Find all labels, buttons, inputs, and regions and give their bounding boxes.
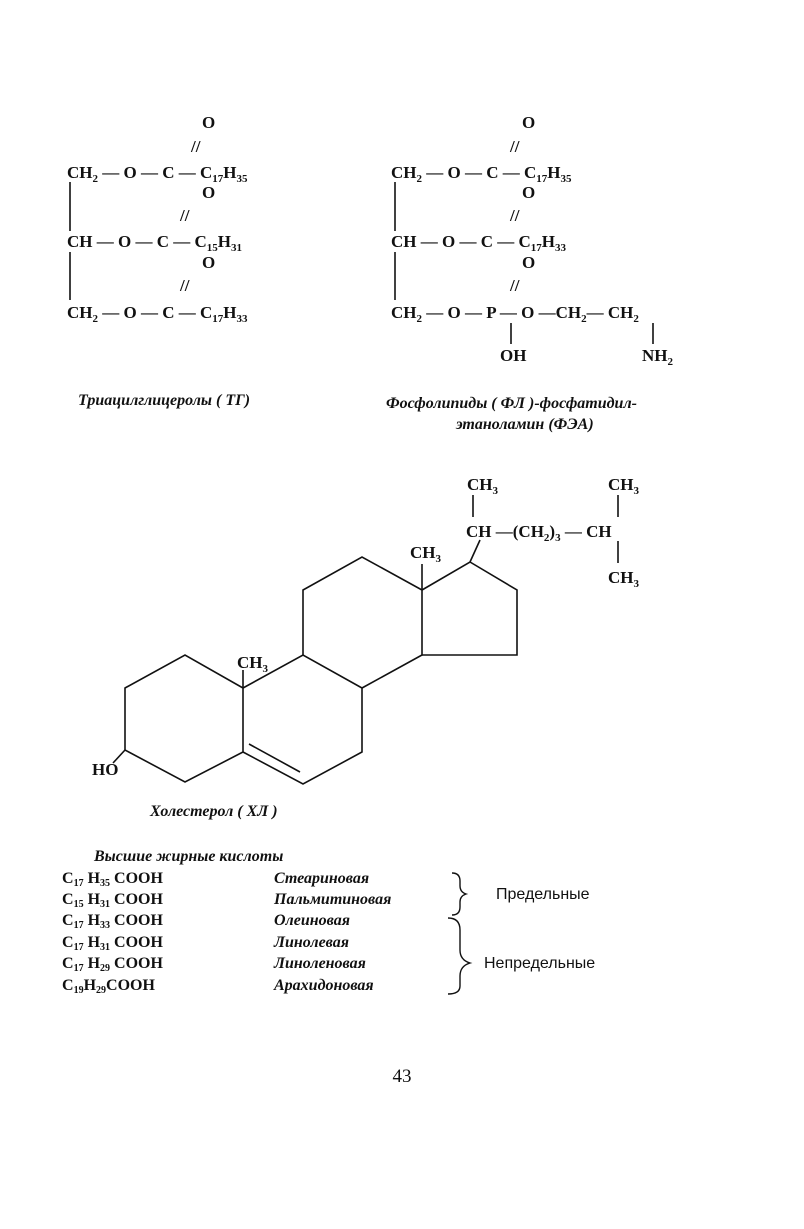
- svg-text:CH3: $CH_3$: [467, 475, 498, 497]
- ring-b: [243, 655, 362, 784]
- svg-text:CH2 — O — P — O —CH2— CH2: $CH_2$ — O — P — O $—CH_2—$ $CH_2$: [391, 303, 639, 325]
- acid-name: Пальмитиновая: [274, 891, 392, 908]
- acid-row: [62, 870, 422, 891]
- acid-name: Арахидоновая: [274, 977, 374, 994]
- acid-row: [62, 977, 422, 998]
- acid-row: [62, 934, 422, 955]
- svg-text:CH — O — C — C17H33: CH — O — C — $C_{17}H_{33}$: [391, 232, 567, 254]
- acid-name: Олеиновая: [274, 912, 350, 929]
- ring-d: [422, 562, 517, 655]
- acid-formula: $C_{17}$ $H_{31}$ COOH: [62, 934, 163, 953]
- ring-c: [303, 557, 422, 688]
- svg-text://: //: [510, 276, 520, 295]
- page-number: 43: [392, 1066, 412, 1087]
- acid-row: [62, 891, 422, 912]
- svg-text:O: O: [202, 183, 216, 202]
- svg-text:CH3: $CH_3$: [608, 568, 639, 590]
- svg-text:O: O: [202, 113, 216, 132]
- svg-text:CH —(CH2)3 — CH: CH $—(CH_2)_3$ — CH: [466, 522, 612, 544]
- svg-text:HO: HO: [92, 760, 119, 779]
- svg-text://: //: [510, 137, 520, 156]
- svg-text:O: O: [202, 253, 216, 272]
- svg-text:CH — O — C — C15H31: CH — O — C — $C_{15}H_{31}$: [67, 232, 243, 254]
- svg-text://: //: [180, 206, 190, 225]
- pl-caption-line2: этаноламин (ФЭА): [456, 416, 594, 433]
- acid-formula: $C_{17}$ $H_{35}$ COOH: [62, 870, 163, 889]
- svg-text://: //: [510, 206, 520, 225]
- svg-text:CH2 — O — C — C17H35: $CH_2$ — O — C — $C_{17}H_{35}$: [391, 163, 572, 185]
- unsaturated-brace: [448, 918, 470, 994]
- svg-text:CH3: $CH_3$: [410, 543, 441, 565]
- acid-formula: $C_{17}$ $H_{33}$ COOH: [62, 912, 163, 931]
- unsaturated-label: Непредельные: [484, 955, 596, 972]
- svg-text:CH3: $CH_3$: [237, 653, 268, 675]
- svg-text://: //: [180, 276, 190, 295]
- pl-caption-line1: Фосфолипиды ( ФЛ )-фосфатидил-: [386, 395, 637, 412]
- svg-text:CH3: $CH_3$: [608, 475, 639, 497]
- svg-text:O: O: [522, 183, 536, 202]
- svg-text://: //: [191, 137, 201, 156]
- acid-name: Линолевая: [274, 934, 349, 951]
- acid-name: Стеариновая: [274, 870, 370, 887]
- ring-a: [125, 655, 243, 782]
- double-bond: [249, 744, 300, 772]
- svg-text:OH: OH: [500, 346, 527, 365]
- cholesterol-caption: Холестерол ( ХЛ ): [150, 803, 278, 820]
- side-chain-bond: [470, 540, 480, 562]
- svg-text:O: O: [522, 113, 536, 132]
- acid-row: [62, 955, 422, 976]
- saturated-label: Предельные: [496, 886, 590, 903]
- acid-name: Линоленовая: [274, 955, 366, 972]
- acid-formula: $C_{19}H_{29}COOH$: [62, 977, 155, 996]
- acid-formula: $C_{15}$ $H_{31}$ COOH: [62, 891, 163, 910]
- fatty-acids-title: Высшие жирные кислоты: [94, 848, 284, 865]
- tg-caption: Триацилглицеролы ( ТГ): [78, 392, 251, 409]
- acid-formula: $C_{17}$ $H_{29}$ COOH: [62, 955, 163, 974]
- acid-row: [62, 912, 422, 933]
- svg-text:CH2 — O — C — C17H35: $CH_2$ — O — C — $C_{17}H_{35}$: [67, 163, 248, 185]
- svg-text:CH2 — O — C — C17H33: $CH_2$ — O — C — $C_{17}H_{33}$: [67, 303, 248, 325]
- saturated-brace: [452, 873, 466, 915]
- svg-text:NH2: $NH_2$: [642, 346, 673, 368]
- svg-text:O: O: [522, 253, 536, 272]
